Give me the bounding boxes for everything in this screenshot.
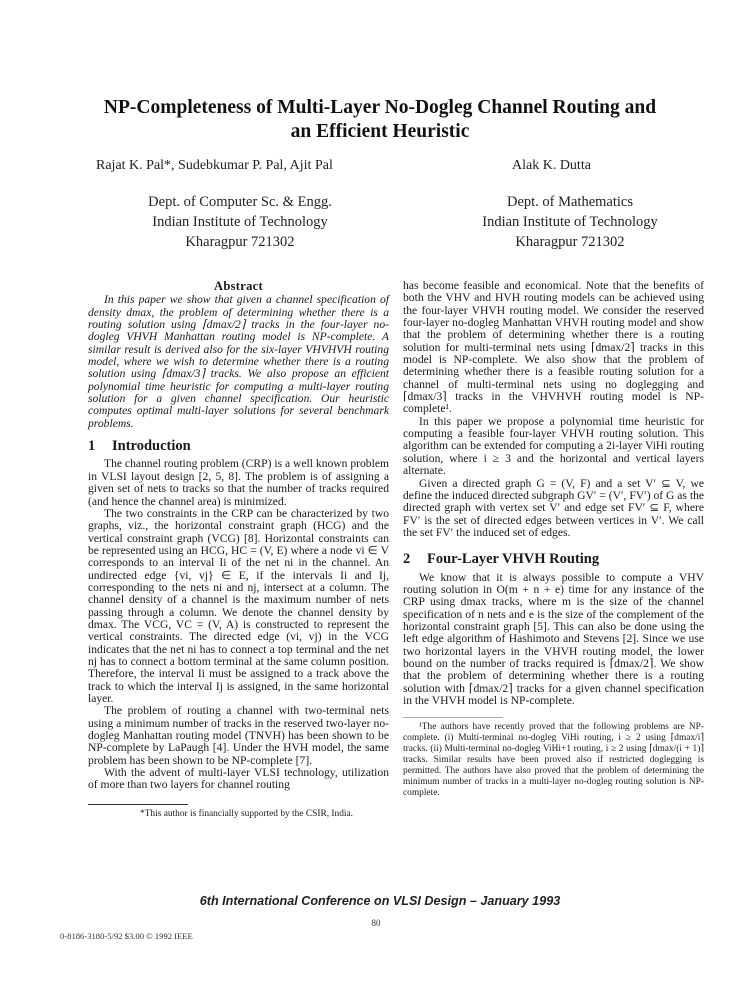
section-heading-introduction [88, 438, 389, 455]
authors-left: Rajat K. Pal*, Sudebkumar P. Pal, Ajit Pal [96, 158, 333, 173]
footnote-1: ¹The authors have recently proved that the following problems are NP-complete. (i) Multi-terminal no-dogleg ViHi routing, i ≥ 2 using ⌈dmax/i⌉ tracks. (ii) Multi-terminal no-dogleg ViHi+1 routing, i ≥ 2 using ⌈dmax/(i + 1)⌉ tracks. Similar results have been proved also if restricted doglegging is permitted. The authors have also proved that the problem of determining the minimum number of tracks in a multi-layer no-dogleg routing solution is NP-complete. [403, 722, 704, 798]
affiliation-institute: Indian Institute of Technology [482, 214, 658, 230]
title-line-1: NP-Completeness of Multi-Layer No-Dogleg Channel Routing and [103, 97, 657, 118]
copyright-line: 0-8186-3180-5/92 $3.00 © 1992 IEEE [60, 931, 193, 941]
left-column [88, 280, 389, 820]
footnote-divider [88, 804, 188, 805]
paragraph: With the advent of multi-layer VLSI technology, utilization of more than two layers for channel routing [88, 766, 389, 792]
section-title: Four-Layer VHVH Routing [427, 551, 600, 568]
affiliation-left [100, 192, 380, 252]
right-column [403, 280, 704, 799]
affiliation-city: Kharagpur 721302 [515, 234, 625, 250]
abstract-body: In this paper we show that given a channel specification of density dmax, the problem of determining whether there is a routing solution using ⌈dmax/2⌉ tracks in the four-layer no-dogleg VHVH Manhattan routing model is NP-complete. A similar result is derived also for the six-layer VHVHVH routing model, where we wish to determine whether there is a routing solution using ⌈dmax/3⌉ tracks. We also propose an efficient polynomial time heuristic for computing a multi-layer routing solution for a given channel specification. Our heuristic computes optimal multi-layer solutions for several benchmark problems. [88, 293, 389, 430]
section-number: 1 [88, 438, 96, 455]
paragraph: The two constraints in the CRP can be characterized by two graphs, viz., the horizontal constraint graph (HCG) and the vertical constraint graph (VCG) [8]. Horizontal constraints can be represented using an HCG, HC = (V, E) where a node vi ∈ V corresponds to an interval Ii of the net ni in the channel. An undirected edge {vi, vj} ∈ E, if the intervals Ii and Ij, corresponding to the nets ni and nj, intersect at a column. The channel density of a channel is the maximum number of nets passing through a column. We denote the channel density by dmax. The VCG, VC = (V, A) is constructed to represent the vertical constraints. The directed edge (vi, vj) in the VCG indicates that the net ni has to connect a top terminal and the net nj has to connect a bottom terminal at the same column position. Therefore, the interval Ii must be assigned to a track above the track to which the interval Ij is assigned, in the same horizontal layer. [88, 506, 389, 705]
affiliation-city: Kharagpur 721302 [185, 234, 295, 250]
footnote-divider [403, 717, 503, 718]
section-number: 2 [403, 551, 411, 568]
paragraph: We know that it is always possible to compute a VHV routing solution in O(m + n + e) time for any instance of the CRP using dmax tracks, where m is the size of the channel specification of n nets and e is the size of the complement of the horizontal constraint graph [5]. This can also be done using the left edge algorithm of Hashimoto and Stevens [2]. Since we use two horizontal layers in the VHVH routing model, the lower bound on the number of tracks required is ⌈dmax/2⌉. We show that the problem of determining whether there is a routing solution with ⌈dmax/2⌉ tracks for a given channel specification in the VHVH model is NP-complete. [403, 570, 704, 707]
authors-right: Alak K. Dutta [512, 158, 591, 173]
affiliation-right [440, 192, 700, 252]
paragraph-continuation: has become feasible and economical. Note that the benefits of both the VHV and HVH routing models can be achieved using the four-layer VHVH routing model. We consider the reserved four-layer no-dogleg Manhattan VHVH routing model and show that the problem of determining whether there is a routing solution for multi-terminal nets using ⌈dmax/2⌉ tracks in this model is NP-complete. We also show that the problem of determining whether there is a feasible routing solution for a channel of multi-terminal nets using no doglegging and ⌈dmax/3⌉ tracks in the VHVHVH routing model is NP-complete¹. [403, 279, 704, 416]
affiliation-institute: Indian Institute of Technology [152, 214, 328, 230]
title-line-2: an Efficient Heuristic [290, 121, 470, 142]
page-number: 80 [371, 918, 381, 928]
affiliation-dept: Dept. of Mathematics [506, 194, 634, 210]
conference-venue: 6th International Conference on VLSI Design – January 1993 [199, 894, 561, 908]
paper-title [60, 96, 700, 144]
paragraph: The problem of routing a channel with two-terminal nets using a minimum number of tracks in the reserved two-layer no-dogleg Manhattan routing model (TNVH) has been shown to be NP-complete by LaPaugh [4]. Under the HVH model, the same problem has been shown to be NP-complete [7]. [88, 704, 389, 767]
footnote-author: *This author is financially supported by the CSIR, India. [140, 808, 353, 819]
paragraph: In this paper we propose a polynomial time heuristic for computing a feasible four-layer VHVH routing solution. This algorithm can be extended for computing a 2i-layer ViHi routing solution, where i ≥ 3 and the horizontal and vertical layers alternate. [403, 414, 704, 478]
paragraph: Given a directed graph G = (V, F) and a set V′ ⊆ V, we define the induced directed subgraph GV′ = (V′, FV′) of G as the directed graph with vertex set V′ and edge set FV′ ⊆ F, where FV′ is the set of directed edges between vertices in V′. We call the set FV′ the induced set of edges. [403, 476, 705, 539]
abstract-heading: Abstract [214, 279, 263, 293]
section-title: Introduction [112, 438, 191, 455]
affiliation-dept: Dept. of Computer Sc. & Engg. [148, 194, 332, 210]
paragraph: The channel routing problem (CRP) is a well known problem in VLSI layout design [2, 5, 8]. The problem is of assigning a given set of nets to tracks so that the number of tracks required (and hence the channel area) is minimized. [88, 457, 389, 508]
section-heading-four-layer [403, 551, 704, 568]
